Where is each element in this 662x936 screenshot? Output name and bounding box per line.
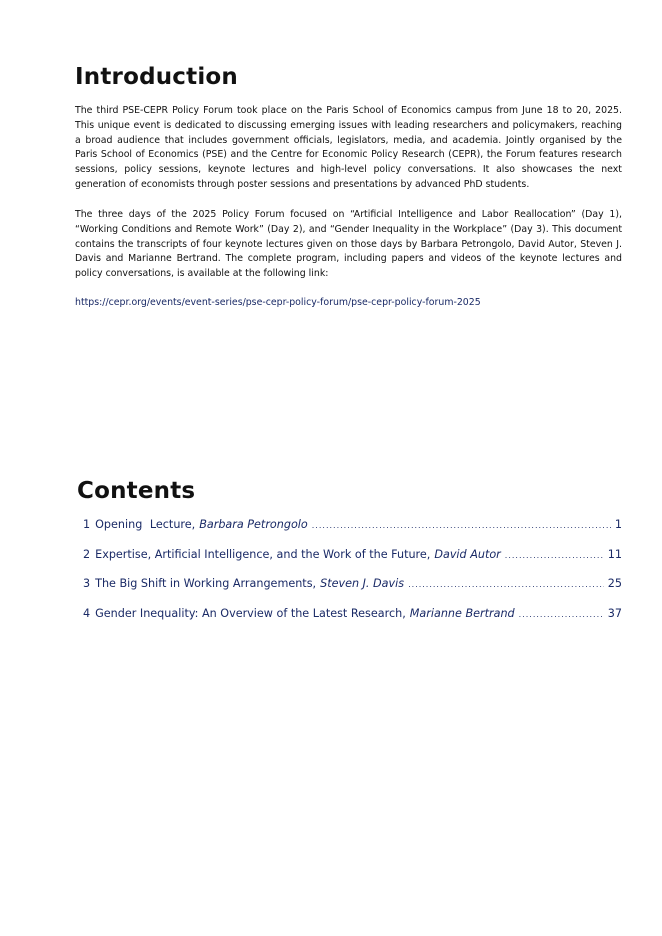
toc-entry[interactable]	[83, 606, 622, 623]
toc-entry-title: The Big Shift in Working Arrangements,	[95, 577, 317, 590]
toc-entry-title: Gender Inequality: An Overview of the Latest Research,	[95, 607, 406, 620]
toc-entry-author: Barbara Petrongolo	[199, 518, 308, 531]
toc-entry-number: 4	[83, 607, 91, 620]
toc-entry-title: Opening Lecture,	[95, 518, 196, 531]
toc-dot-leader	[519, 607, 604, 623]
toc-entry-author: Steven J. Davis	[320, 577, 405, 590]
toc-dot-leader	[408, 577, 604, 593]
introduction-paragraph-1: The third PSE-CEPR Policy Forum took place on the Paris School of Economics campus from June 18 to 20, 2025. This unique event is dedicated to discussing emerging issues with leading researchers and policymakers, reaching a broad audience that includes government officials, legislators, media, and academia. Jointly organised by the Paris School of Economics (PSE) and the Centre for Economic Policy Research (CEPR), the Forum features research sessions, policy sessions, keynote lectures and high-level policy conversations. It also showcases the next generation of economists through poster sessions and presentations by advanced PhD students.	[75, 105, 622, 190]
toc-entry-page: 11	[607, 548, 622, 561]
toc-entry-author: David Autor	[434, 548, 501, 561]
toc-entry-author: Marianne Bertrand	[409, 607, 515, 620]
toc-dot-leader	[505, 548, 604, 564]
toc-entry-number: 2	[83, 548, 91, 561]
toc-dot-leader	[312, 518, 611, 534]
toc-entry-title: Expertise, Artificial Intelligence, and the Work of the Future,	[95, 548, 431, 561]
toc-entry-page: 37	[607, 607, 622, 620]
program-link[interactable]: https://cepr.org/events/event-series/pse-cepr-policy-forum/pse-cepr-policy-forum-2025	[75, 297, 481, 308]
contents-heading: Contents	[77, 478, 196, 504]
toc-entry-number: 1	[83, 518, 91, 531]
toc-entry[interactable]	[83, 517, 622, 534]
toc-entry[interactable]	[83, 547, 622, 564]
toc-entry-number: 3	[83, 577, 91, 590]
toc-entry-page: 1	[614, 518, 622, 531]
introduction-paragraph-2: The three days of the 2025 Policy Forum focused on “Artificial Intelligence and Labor Reallocation” (Day 1), “Working Conditions and Remote Work” (Day 2), and “Gender Inequality in the Workplace” (Day 3). This document contains the transcripts of four keynote lectures given on those days by Barbara Petrongolo, David Autor, Steven J. Davis and Marianne Bertrand. The complete program, including papers and videos of the keynote lectures and policy conversations, is available at the following link:	[75, 209, 622, 280]
toc-entry-page: 25	[607, 577, 622, 590]
introduction-heading: Introduction	[75, 64, 238, 90]
toc-entry[interactable]	[83, 576, 622, 593]
